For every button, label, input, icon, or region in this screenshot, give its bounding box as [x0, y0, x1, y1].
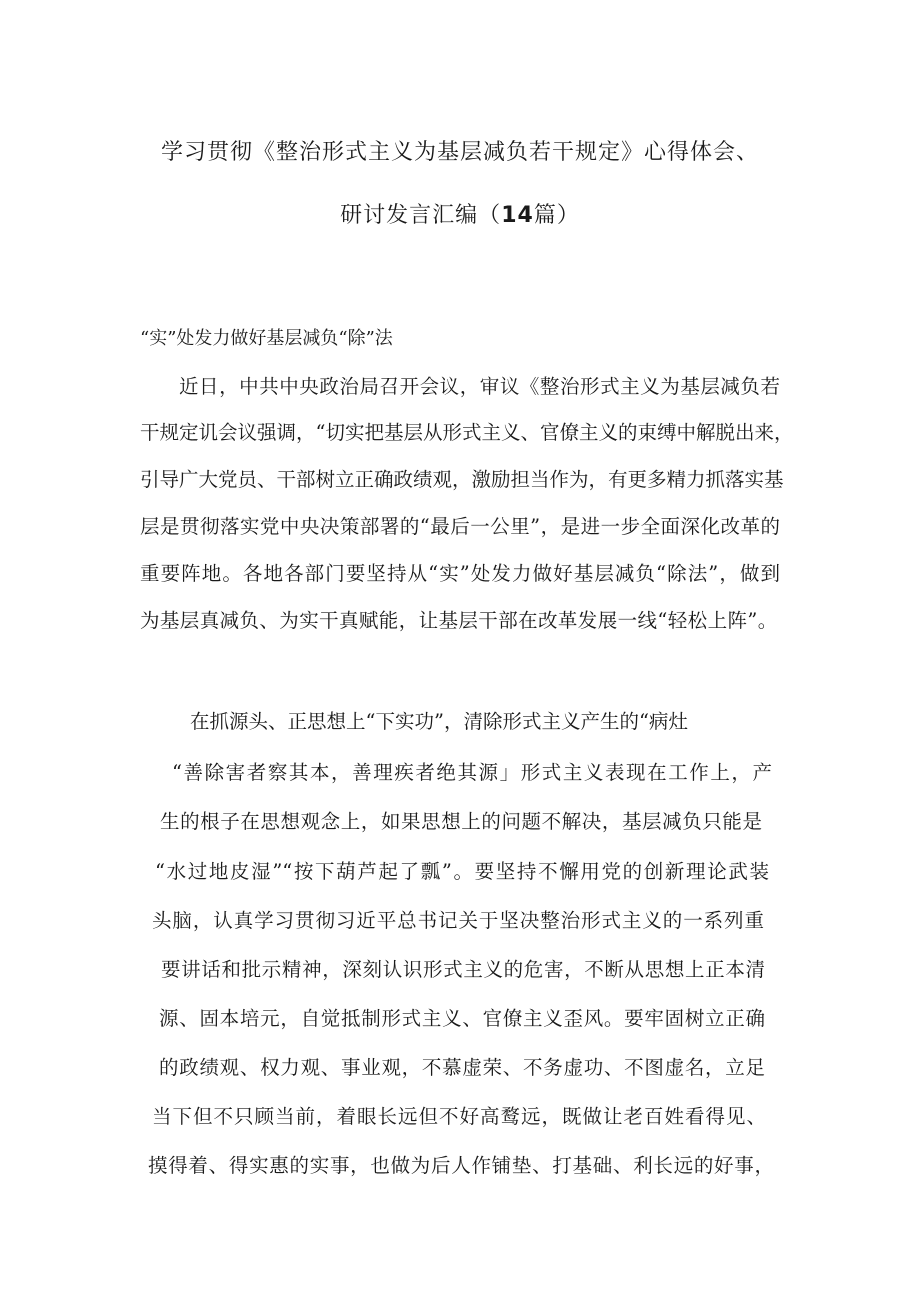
paragraph-1-line: 引导广大党员、干部树立正确政绩观，激励担当作为，有更多精力抓落实基: [140, 468, 784, 491]
paragraph-2-line: 生的根子在思想观念上，如果思想上的问题不解决，基层减负只能是: [160, 810, 762, 833]
paragraph-2-line: 要讲话和批示精神，深刻认识形式主义的危害，不断从思想上正本清: [161, 958, 765, 981]
paragraph-1-line: 为基层真减负、为实干真赋能，让基层干部在改革发展一线“轻松上阵”。: [140, 609, 778, 632]
paragraph-2-line: 在抓源头、正思想上“下实功”，清除形式主义产生的“病灶: [190, 710, 688, 733]
paragraph-1-line: 干规定讥会议强调，“切实把基层从形式主义、官僚主义的束缚中解脱出来，: [140, 421, 794, 444]
paragraph-1-line: 近日，中共中央政治局召开会议，审议《整治形式主义为基层减负若: [179, 375, 780, 398]
paragraph-2-line: 摸得着、得实惠的实事，也做为后人作铺垫、打基础、利长远的好事，: [148, 1154, 774, 1177]
title-count: 14: [501, 203, 534, 228]
paragraph-2-line: 的政绩观、权力观、事业观，不慕虚荣、不务虚功、不图虚名，立足: [159, 1056, 765, 1079]
paragraph-2-line: 源、固本培元，自觉抵制形式主义、官僚主义歪风。要牢固树立正确: [159, 1007, 765, 1030]
paragraph-2-line: 头脑，认真学习贯彻习近平总书记关于坚决整治形式主义的一系列重: [152, 909, 764, 932]
paragraph-2-line: “水过地皮湿”“按下葫芦起了瓢”。要坚持不懈用党的创新理论武装: [155, 860, 769, 883]
section-heading: “实”处发力做好基层减负“除”法: [140, 328, 393, 349]
document-title-line-1: 学习贯彻《整治形式主义为基层减负若干规定》心得体会、: [160, 140, 759, 165]
document-title-line-2: [0, 198, 920, 229]
paragraph-2-line: 当下但不只顾当前，着眼长远但不好高鹜远，既做让老百姓看得见、: [152, 1105, 766, 1128]
paragraph-1-line: 重要阵地。各地各部门要坚持从“实”处发力做好基层减负“除法”，做到: [140, 562, 780, 585]
title-prefix: 研讨发言汇编（: [340, 203, 502, 228]
paragraph-1-line: 层是贯彻落实党中央决策部署的“最后一公里”，是进一步全面深化改革的: [140, 515, 780, 538]
title-suffix: 篇）: [533, 203, 580, 228]
paragraph-2-line: “善除害者察其本，善理疾者绝其源」形式主义表现在工作上，产: [172, 761, 772, 784]
